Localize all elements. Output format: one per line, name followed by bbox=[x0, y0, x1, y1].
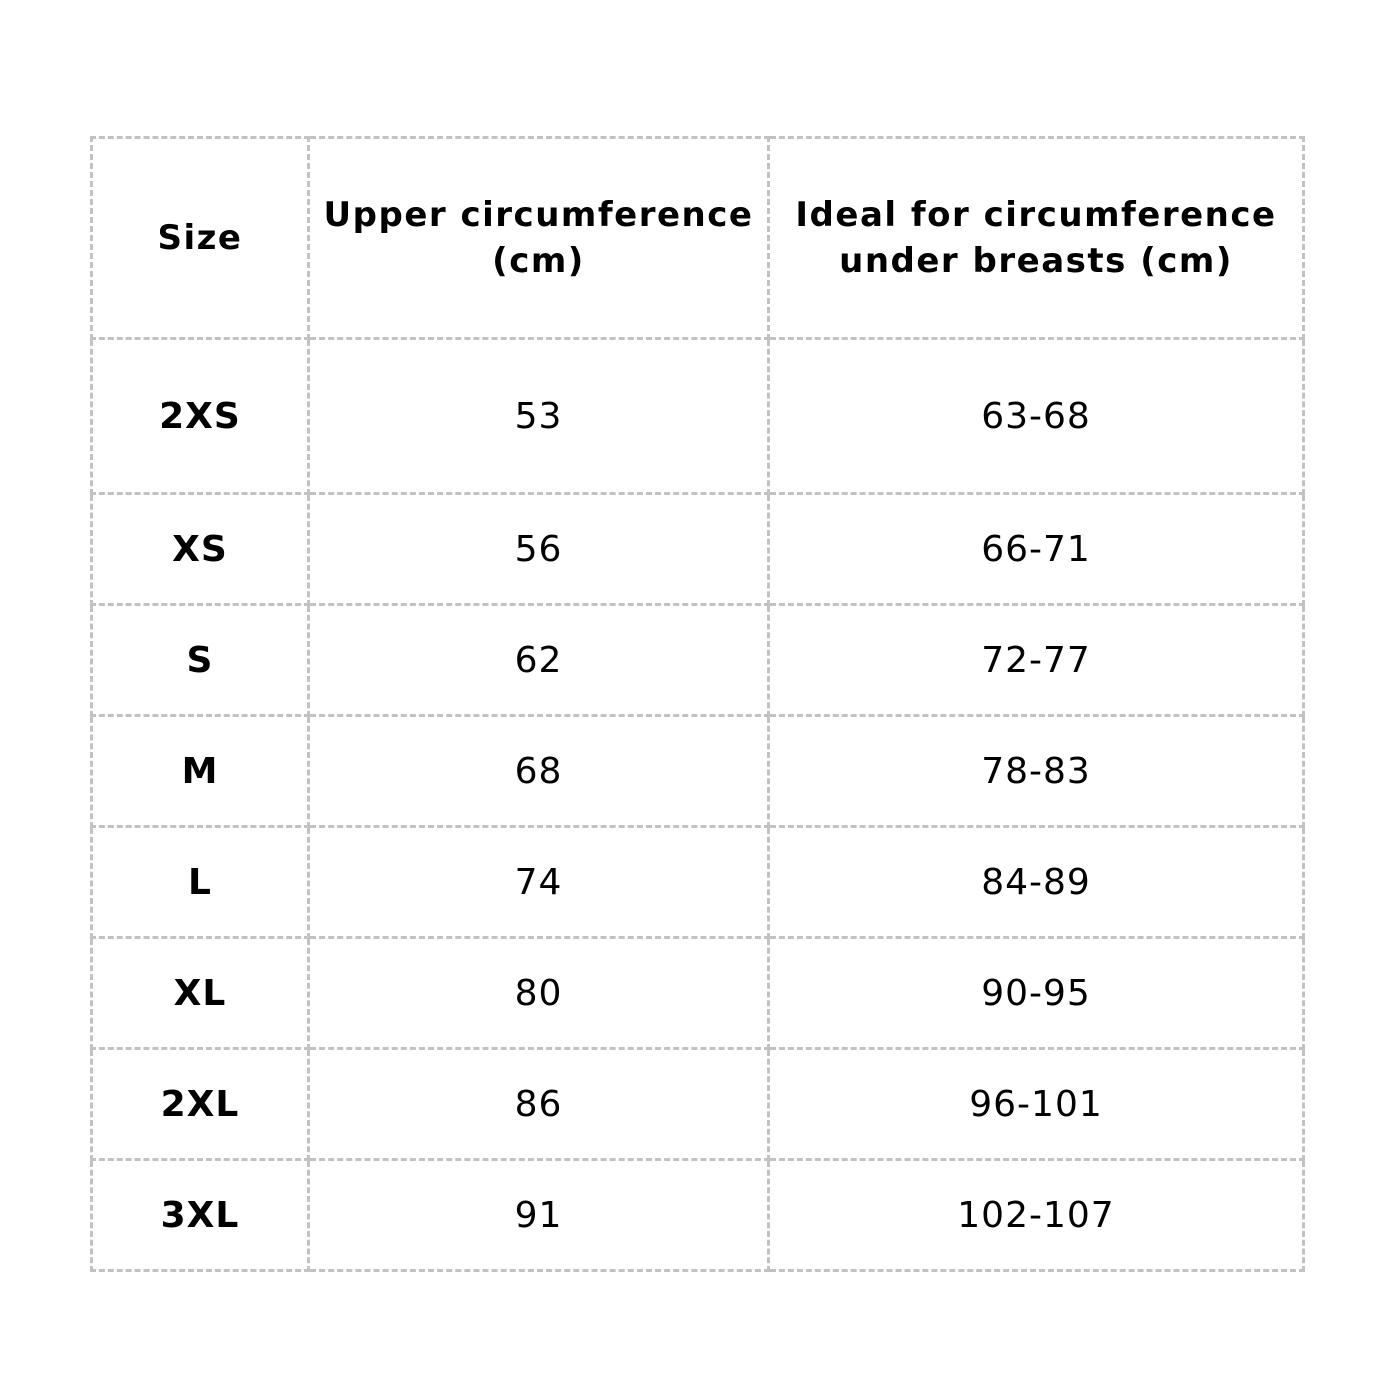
ideal-circumference-cell: 78-83 bbox=[769, 716, 1304, 827]
size-cell: 3XL bbox=[92, 1160, 309, 1271]
ideal-circumference-cell: 96-101 bbox=[769, 1049, 1304, 1160]
table-row bbox=[92, 605, 1304, 716]
table-row bbox=[92, 716, 1304, 827]
size-chart-table bbox=[90, 136, 1305, 1272]
header-upper-circumference: Upper circumference (cm) bbox=[309, 138, 769, 339]
table-row bbox=[92, 339, 1304, 494]
table-header-row bbox=[92, 138, 1304, 339]
table-row bbox=[92, 1049, 1304, 1160]
size-cell: 2XS bbox=[92, 339, 309, 494]
upper-circumference-cell: 74 bbox=[309, 827, 769, 938]
upper-circumference-cell: 91 bbox=[309, 1160, 769, 1271]
ideal-circumference-cell: 102-107 bbox=[769, 1160, 1304, 1271]
ideal-circumference-cell: 63-68 bbox=[769, 339, 1304, 494]
size-cell: L bbox=[92, 827, 309, 938]
size-cell: XL bbox=[92, 938, 309, 1049]
header-ideal-circumference: Ideal for circumference under breasts (cm) bbox=[769, 138, 1304, 339]
table-row bbox=[92, 1160, 1304, 1271]
upper-circumference-cell: 86 bbox=[309, 1049, 769, 1160]
table-row bbox=[92, 494, 1304, 605]
table-row bbox=[92, 827, 1304, 938]
ideal-circumference-cell: 66-71 bbox=[769, 494, 1304, 605]
header-size: Size bbox=[92, 138, 309, 339]
upper-circumference-cell: 80 bbox=[309, 938, 769, 1049]
table-row bbox=[92, 938, 1304, 1049]
size-cell: 2XL bbox=[92, 1049, 309, 1160]
ideal-circumference-cell: 90-95 bbox=[769, 938, 1304, 1049]
size-cell: S bbox=[92, 605, 309, 716]
upper-circumference-cell: 56 bbox=[309, 494, 769, 605]
upper-circumference-cell: 62 bbox=[309, 605, 769, 716]
upper-circumference-cell: 68 bbox=[309, 716, 769, 827]
ideal-circumference-cell: 72-77 bbox=[769, 605, 1304, 716]
upper-circumference-cell: 53 bbox=[309, 339, 769, 494]
size-cell: M bbox=[92, 716, 309, 827]
ideal-circumference-cell: 84-89 bbox=[769, 827, 1304, 938]
size-cell: XS bbox=[92, 494, 309, 605]
